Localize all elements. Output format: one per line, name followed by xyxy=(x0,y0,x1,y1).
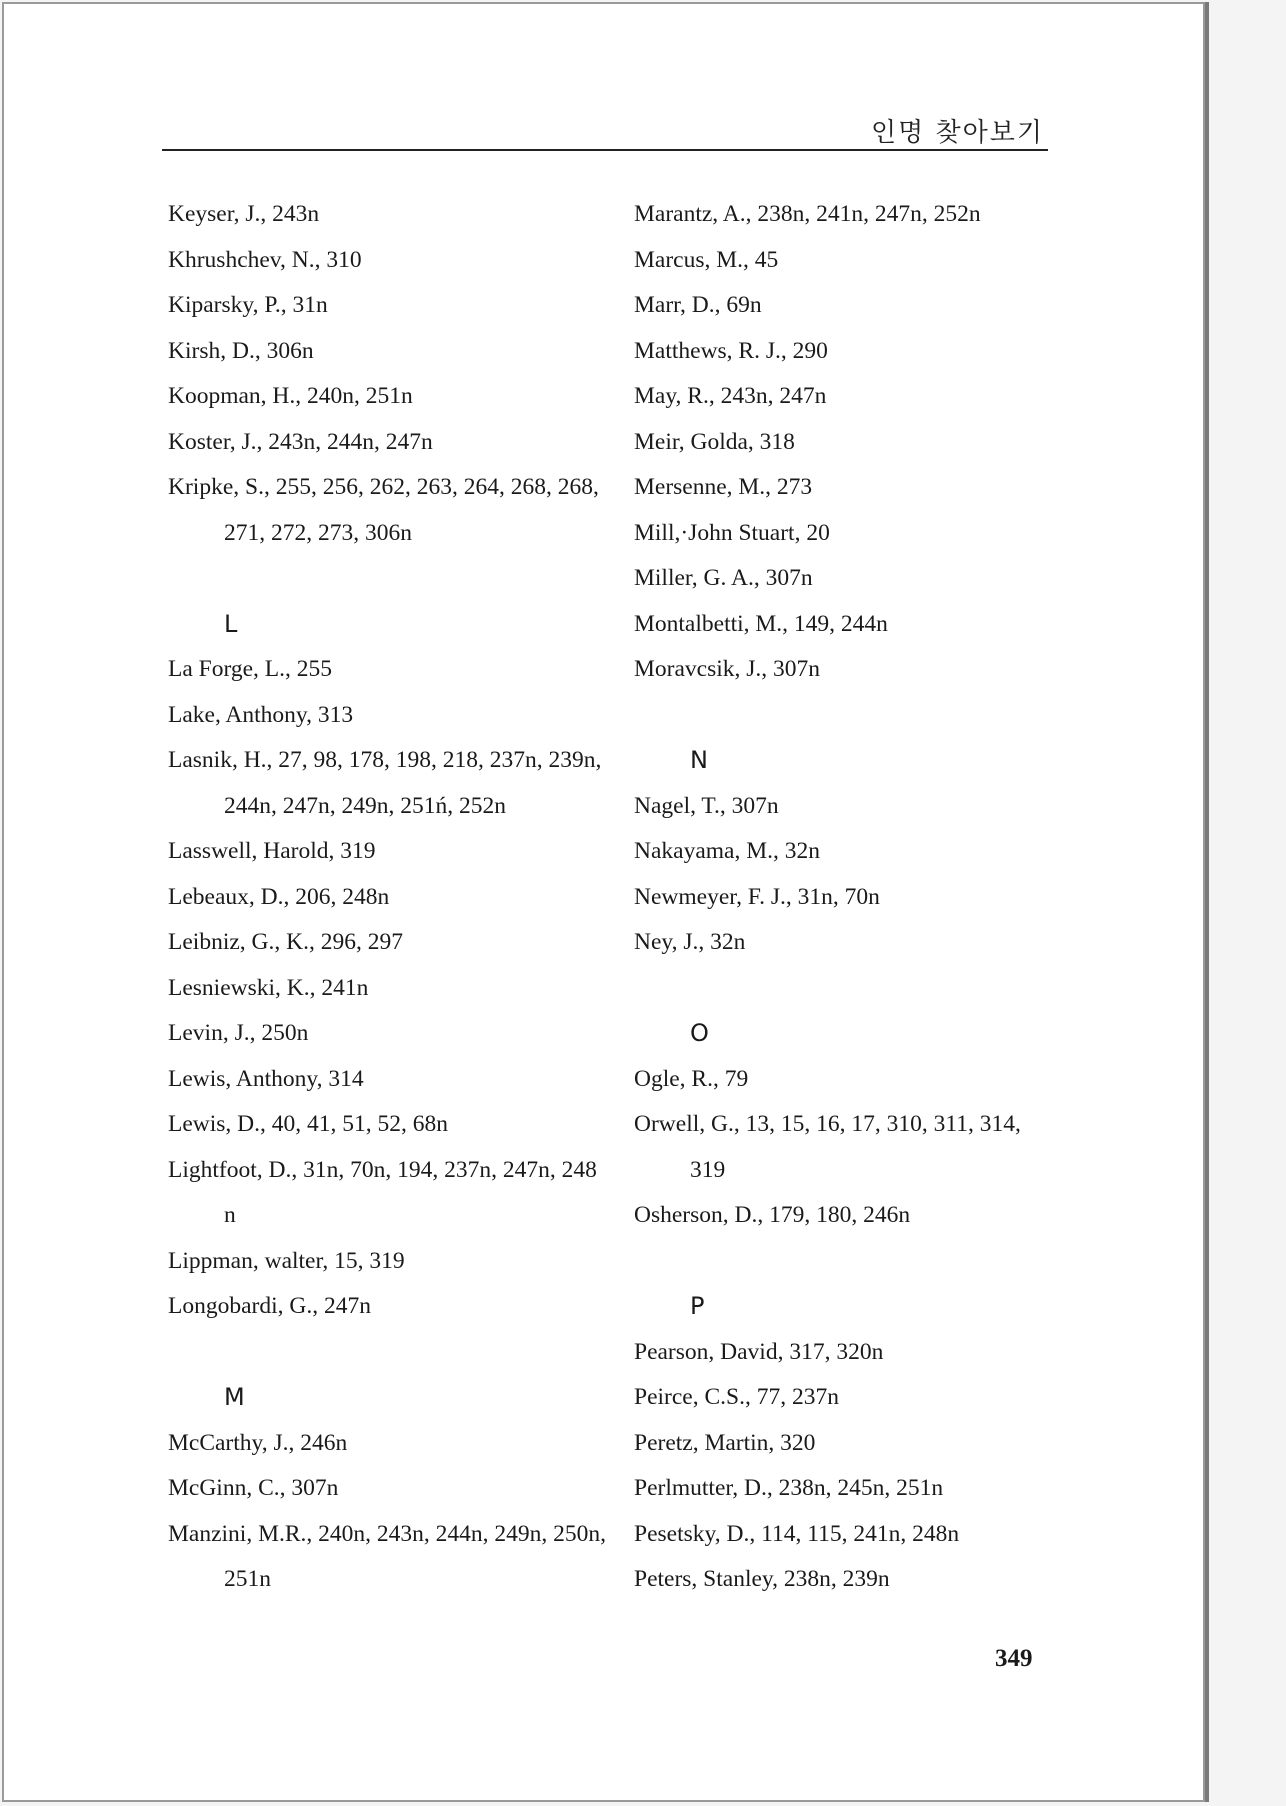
index-entry: McCarthy, J., 246n xyxy=(168,1429,348,1456)
index-entry: Miller, G. A., 307n xyxy=(634,565,813,591)
section-letter: P xyxy=(690,1292,705,1320)
index-entry: Longobardi, G., 247n xyxy=(168,1293,371,1319)
index-entry: Marr, D., 69n xyxy=(634,292,762,318)
index-entry: Manzini, M.R., 240n, 243n, 244n, 249n, 250n, xyxy=(168,1520,607,1547)
index-entry: Levin, J., 250n xyxy=(168,1020,309,1046)
section-letter: M xyxy=(224,1383,245,1411)
index-entry: Lightfoot, D., 31n, 70n, 194, 237n, 247n, 248 xyxy=(168,1156,597,1183)
index-entry: Newmeyer, F. J., 31n, 70n xyxy=(634,883,880,910)
index-entry: Osherson, D., 179, 180, 246n xyxy=(634,1202,911,1228)
index-entry: Perlmutter, D., 238n, 245n, 251n xyxy=(634,1475,944,1501)
index-entry: Montalbetti, M., 149, 244n xyxy=(634,610,888,637)
index-entry: Lasswell, Harold, 319 xyxy=(168,838,376,864)
index-entry: Pearson, David, 317, 320n xyxy=(634,1338,884,1365)
index-column-left xyxy=(168,192,618,1603)
section-spacer xyxy=(634,693,1094,739)
index-entry: Moravcsik, J., 307n xyxy=(634,656,821,682)
index-entry-continuation: 251n xyxy=(224,1566,271,1592)
header-rule xyxy=(162,149,1048,151)
section-letter: L xyxy=(224,609,238,638)
section-letter: N xyxy=(690,746,708,774)
index-entry: Matthews, R. J., 290 xyxy=(634,337,828,364)
index-entry-continuation: 244n, 247n, 249n, 251ń, 252n xyxy=(224,792,506,819)
index-entry: McGinn, C., 307n xyxy=(168,1475,339,1501)
section-spacer xyxy=(634,1239,1094,1285)
index-entry: Leibniz, G., K., 296, 297 xyxy=(168,929,403,955)
index-entry: Mersenne, M., 273 xyxy=(634,474,813,500)
index-entry: Lewis, Anthony, 314 xyxy=(168,1065,364,1092)
page-edge-shadow xyxy=(1205,2,1209,1802)
section-spacer xyxy=(168,1330,618,1376)
index-entry: Lippman, walter, 15, 319 xyxy=(168,1247,405,1274)
index-entry: La Forge, L., 255 xyxy=(168,656,333,682)
index-entry: Orwell, G., 13, 15, 16, 17, 310, 311, 314, xyxy=(634,1111,1021,1137)
index-entry-continuation: n xyxy=(224,1202,236,1228)
index-entry: Lasnik, H., 27, 98, 178, 198, 218, 237n, 239n, xyxy=(168,747,602,773)
index-entry: Khrushchev, N., 310 xyxy=(168,246,362,273)
index-entry: Marantz, A., 238n, 241n, 247n, 252n xyxy=(634,201,981,227)
index-entry: Ney, J., 32n xyxy=(634,929,746,955)
index-entry: Nakayama, M., 32n xyxy=(634,838,820,864)
index-entry-continuation: 319 xyxy=(690,1156,726,1183)
index-entry: Kripke, S., 255, 256, 262, 263, 264, 268, 268, xyxy=(168,474,599,500)
index-entry: Mill,·John Stuart, 20 xyxy=(634,519,830,546)
index-entry: Lake, Anthony, 313 xyxy=(168,701,354,728)
section-spacer xyxy=(634,966,1094,1012)
section-letter: O xyxy=(690,1019,709,1047)
index-entry: Peirce, C.S., 77, 237n xyxy=(634,1384,839,1410)
index-entry: Keyser, J., 243n xyxy=(168,201,320,227)
index-entry: Nagel, T., 307n xyxy=(634,792,779,819)
index-entry: Kirsh, D., 306n xyxy=(168,337,314,364)
document-page xyxy=(2,2,1205,1802)
index-entry: Meir, Golda, 318 xyxy=(634,428,795,455)
page-number: 349 xyxy=(995,1645,1033,1672)
index-entry: Pesetsky, D., 114, 115, 241n, 248n xyxy=(634,1520,960,1547)
index-entry: Ogle, R., 79 xyxy=(634,1065,749,1092)
index-entry: Peters, Stanley, 238n, 239n xyxy=(634,1566,890,1592)
index-entry: Marcus, M., 45 xyxy=(634,246,779,273)
index-entry: May, R., 243n, 247n xyxy=(634,383,827,409)
index-entry: Lesniewski, K., 241n xyxy=(168,974,369,1001)
index-entry: Koopman, H., 240n, 251n xyxy=(168,383,413,409)
index-entry: Kiparsky, P., 31n xyxy=(168,292,328,318)
index-entry: Koster, J., 243n, 244n, 247n xyxy=(168,428,433,455)
index-entry-continuation: 271, 272, 273, 306n xyxy=(224,519,412,546)
index-column-right xyxy=(634,192,1094,1603)
section-spacer xyxy=(168,556,618,602)
index-entry: Lewis, D., 40, 41, 51, 52, 68n xyxy=(168,1111,449,1137)
running-head: 인명 찾아보기 xyxy=(871,118,1044,148)
index-entry: Peretz, Martin, 320 xyxy=(634,1429,816,1456)
index-entry: Lebeaux, D., 206, 248n xyxy=(168,883,390,910)
